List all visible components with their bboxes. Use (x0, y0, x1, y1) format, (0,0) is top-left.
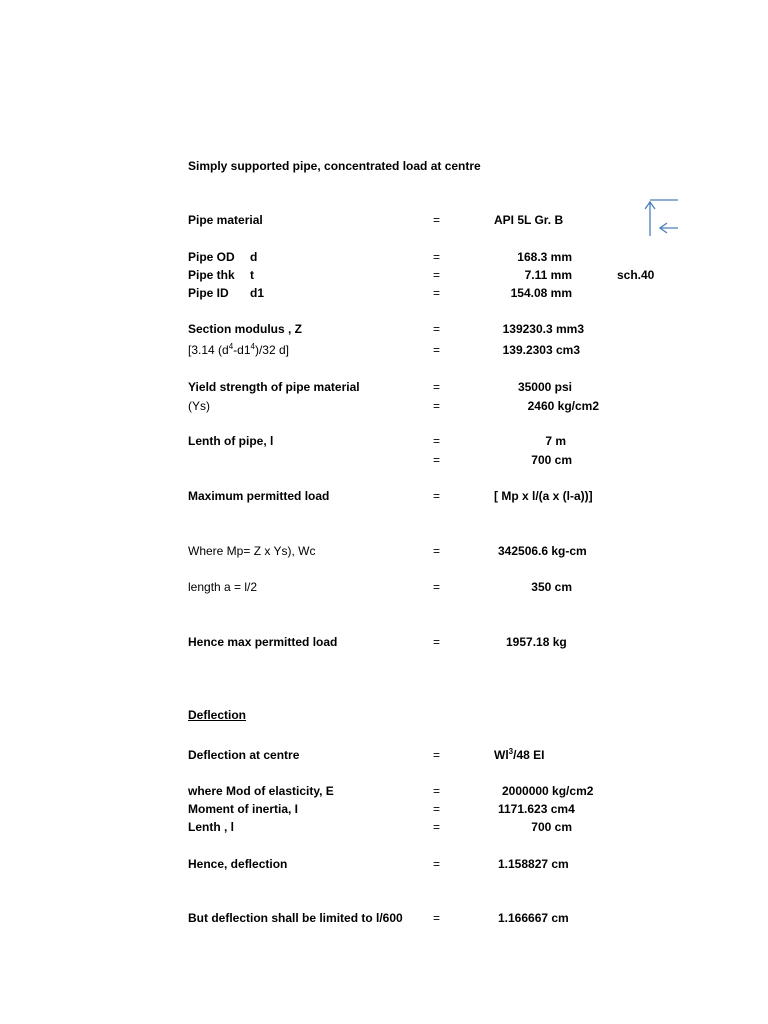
deflection-centre-label: Deflection at centre (188, 748, 300, 762)
moment-inertia-value: 1171.623 cm4 (498, 802, 575, 816)
pipe-thk-symbol: t (250, 268, 254, 282)
limit-deflection-label: But deflection shall be limited to l/600 (188, 911, 403, 925)
hence-deflection-value: 1.158827 cm (498, 857, 569, 871)
equals-sign: = (433, 268, 441, 282)
pipe-thk-label: Pipe thk (188, 268, 235, 282)
row-hence-deflection (0, 855, 768, 873)
mod-elasticity-value: 2000000 kg/cm2 (502, 784, 594, 798)
row-hence-load (0, 633, 768, 651)
row-pipe-od (0, 248, 768, 266)
length-a-label: length a = l/2 (188, 580, 258, 594)
ys-label: (Ys) (188, 399, 210, 413)
row-deflection-heading (0, 706, 768, 724)
section-modulus-label: Section modulus , Z (188, 322, 303, 336)
row-section-modulus (0, 320, 768, 338)
lenth-l-value: 700 cm (531, 820, 572, 834)
lenth-l-label: Lenth , l (188, 820, 234, 834)
row-deflection-centre (0, 746, 768, 764)
where-mp-value: 342506.6 kg-cm (498, 544, 587, 558)
deflection-centre-formula: Wl$^3$/48 EI (494, 747, 545, 762)
pipe-thk-value: 7.11 mm (524, 268, 572, 282)
limit-deflection-value: 1.166667 cm (498, 911, 569, 925)
row-ys (0, 397, 768, 415)
pipe-id-symbol: d1 (250, 286, 265, 300)
row-lenth-l (0, 818, 768, 836)
equals-sign: = (433, 580, 441, 594)
length-pipe-cm-value: 700 cm (531, 453, 572, 467)
equals-sign: = (433, 399, 441, 413)
pipe-schedule-note: sch.40 (617, 268, 655, 282)
hence-load-value: 1957.18 kg (506, 635, 567, 649)
row-where-mp (0, 542, 768, 560)
pipe-material-label: Pipe material (188, 213, 263, 227)
row-length-pipe-cm (0, 451, 768, 469)
pipe-material-value: API 5L Gr. B (494, 213, 564, 227)
equals-sign: = (433, 635, 441, 649)
equals-sign: = (433, 250, 441, 264)
equals-sign: = (433, 489, 441, 503)
row-limit-deflection (0, 909, 768, 927)
equals-sign: = (433, 343, 441, 357)
mod-elasticity-label: where Mod of elasticity, E (188, 784, 334, 798)
pipe-od-label: Pipe OD (188, 250, 235, 264)
pipe-id-label: Pipe ID (188, 286, 229, 300)
hence-load-label: Hence max permitted load (188, 635, 338, 649)
pipe-od-value: 168.3 mm (517, 250, 572, 264)
row-length-a (0, 578, 768, 596)
row-length-pipe (0, 432, 768, 450)
pipe-od-symbol: d (250, 250, 258, 264)
equals-sign: = (433, 784, 441, 798)
equals-sign: = (433, 820, 441, 834)
row-yield-strength (0, 378, 768, 396)
row-pipe-material (0, 211, 768, 229)
equals-sign: = (433, 911, 441, 925)
max-load-formula: [ Mp x l/(a x (l-a))] (494, 489, 593, 503)
row-section-formula (0, 341, 768, 359)
length-pipe-value: 7 m (545, 434, 566, 448)
equals-sign: = (433, 802, 441, 816)
moment-inertia-label: Moment of inertia, I (188, 802, 299, 816)
pipe-id-value: 154.08 mm (510, 286, 572, 300)
ys-value: 2460 kg/cm2 (527, 399, 599, 413)
section-formula-value: 139.2303 cm3 (502, 343, 580, 357)
equals-sign: = (433, 857, 441, 871)
yield-strength-label: Yield strength of pipe material (188, 380, 360, 394)
hence-deflection-label: Hence, deflection (188, 857, 288, 871)
section-formula-label: [3.14 $(d^4-d1^4)/32$ d] (188, 342, 289, 357)
equals-sign: = (433, 453, 441, 467)
equals-sign: = (433, 380, 441, 394)
section-modulus-value: 139230.3 mm3 (502, 322, 584, 336)
equals-sign: = (433, 434, 441, 448)
row-moment-inertia (0, 800, 768, 818)
equals-sign: = (433, 322, 441, 336)
yield-strength-value: 35000 psi (517, 380, 572, 394)
deflection-heading: Deflection (188, 708, 247, 722)
where-mp-label: Where Mp= Z x Ys), Wc (188, 544, 316, 558)
row-mod-elasticity (0, 782, 768, 800)
row-pipe-thk (0, 266, 768, 284)
equals-sign: = (433, 213, 441, 227)
row-max-load (0, 487, 768, 505)
equals-sign: = (433, 544, 441, 558)
page-title: Simply supported pipe, concentrated load at centre (188, 159, 481, 173)
length-a-value: 350 cm (531, 580, 572, 594)
equals-sign: = (433, 748, 441, 762)
length-pipe-label: Lenth of pipe, l (188, 434, 274, 448)
max-load-label: Maximum permitted load (188, 489, 330, 503)
equals-sign: = (433, 286, 441, 300)
row-pipe-id (0, 284, 768, 302)
